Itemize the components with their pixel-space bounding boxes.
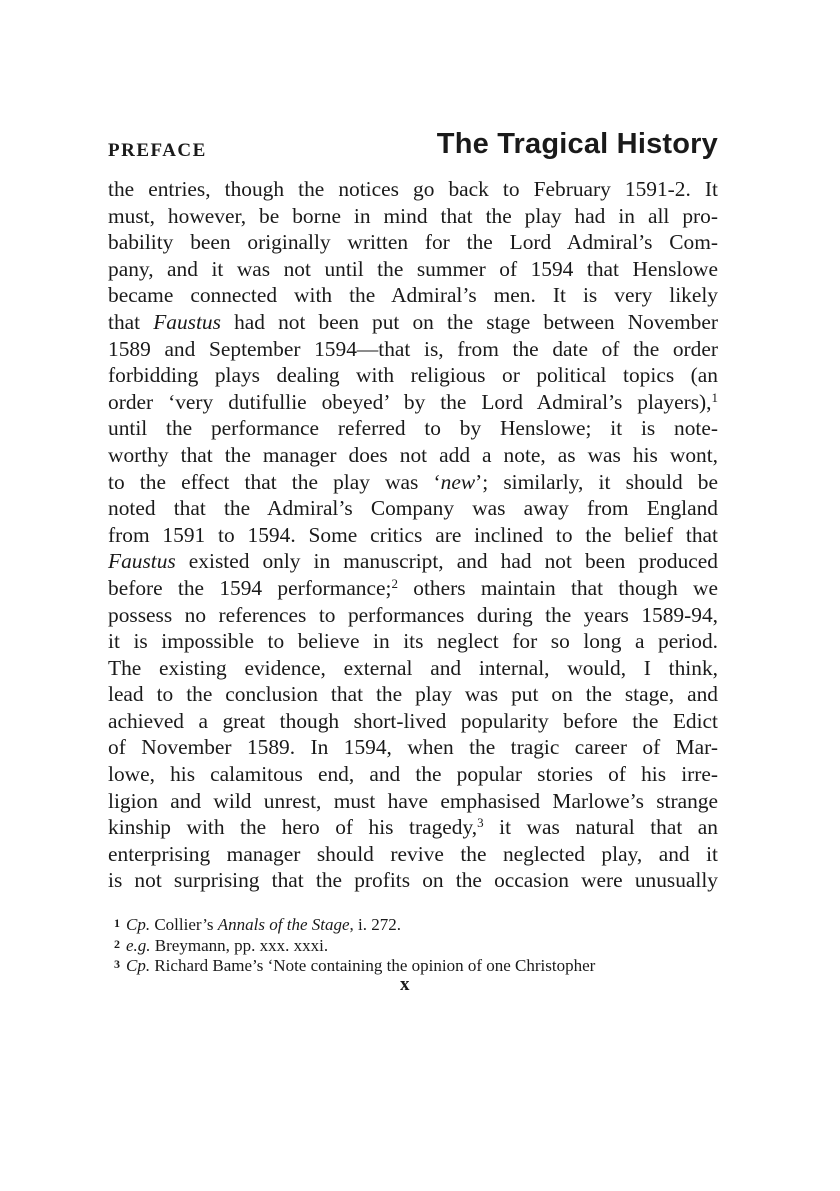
text-segment: lead to the conclusion that the play was put on the stage, and bbox=[108, 682, 718, 707]
text-segment: forbidding plays dealing with religious or political topics (an bbox=[108, 363, 718, 388]
text-segment: The existing evidence, external and internal, would, I think, bbox=[108, 655, 718, 680]
footnote-italic-text: e.g. bbox=[126, 935, 151, 955]
text-segment: the entries, though the notices go back to February 1591-2. It bbox=[108, 177, 718, 201]
text-line bbox=[108, 389, 718, 416]
text-line bbox=[108, 867, 718, 894]
footnote-number: 1 bbox=[114, 916, 120, 930]
text-segment: must, however, be borne in mind that the play had in all pro- bbox=[108, 203, 718, 228]
italic-text: new bbox=[440, 469, 476, 494]
footnote-italic-text: Cp. bbox=[126, 956, 151, 975]
text-line bbox=[108, 734, 718, 761]
footnote-reference: 2 bbox=[391, 575, 398, 591]
text-line bbox=[108, 522, 718, 549]
footnote bbox=[114, 934, 724, 955]
text-line bbox=[108, 602, 718, 629]
text-segment: existed only in manuscript, and had not been produced bbox=[175, 549, 718, 574]
text-segment: 1589 and September 1594—that is, from the date of the order bbox=[108, 336, 718, 361]
footnotes bbox=[114, 913, 724, 975]
text-segment: until the performance referred to by Henslowe; it is note- bbox=[108, 416, 718, 441]
text-segment: before the 1594 performance; bbox=[108, 575, 392, 600]
text-line bbox=[108, 415, 718, 442]
text-line bbox=[108, 282, 718, 309]
text-segment: possess no references to performances during the years 1589-94, bbox=[108, 602, 718, 627]
italic-text: Faustus bbox=[108, 549, 176, 574]
text-segment: it was natural that an bbox=[483, 815, 718, 840]
text-line bbox=[108, 841, 718, 868]
footnote bbox=[114, 913, 724, 934]
text-line bbox=[108, 309, 718, 336]
text-segment: became connected with the Admiral’s men. It is very likely bbox=[108, 283, 718, 308]
text-line bbox=[108, 681, 718, 708]
text-segment: to the effect that the play was ‘ bbox=[108, 469, 441, 494]
text-line bbox=[108, 761, 718, 788]
body-text bbox=[108, 176, 718, 894]
text-segment: that bbox=[108, 309, 154, 334]
text-segment: order ‘very dutifullie obeyed’ by the Lord Admiral’s players), bbox=[108, 389, 712, 414]
text-line bbox=[108, 628, 718, 655]
text-line bbox=[108, 655, 718, 682]
text-line bbox=[108, 442, 718, 469]
text-line bbox=[108, 229, 718, 256]
text-segment: kinship with the hero of his tragedy, bbox=[108, 815, 478, 840]
footnote-reference: 3 bbox=[477, 815, 484, 831]
footnote-number: 2 bbox=[114, 936, 120, 951]
running-header bbox=[108, 128, 718, 168]
text-line bbox=[108, 469, 718, 496]
text-segment: of November 1589. In 1594, when the tragic career of Mar- bbox=[108, 735, 718, 760]
footnote-text: Richard Bame’s ‘Note containing the opinion of one Christopher bbox=[150, 956, 596, 975]
text-segment: it is impossible to believe in its neglect for so long a period. bbox=[108, 629, 718, 654]
footnote-text: Breymann, pp. xxx. xxxi. bbox=[150, 935, 329, 955]
text-line bbox=[108, 575, 718, 602]
text-segment: pany, and it was not until the summer of 1594 that Henslowe bbox=[108, 256, 718, 281]
text-line bbox=[108, 256, 718, 283]
text-line bbox=[108, 708, 718, 735]
text-line bbox=[108, 336, 718, 363]
text-segment: enterprising manager should revive the neglected play, and it bbox=[108, 841, 718, 866]
text-segment: had not been put on the stage between November bbox=[220, 309, 718, 334]
text-segment: is not surprising that the profits on the occasion were unusually bbox=[108, 868, 718, 893]
footnote-italic-text: Cp. bbox=[126, 915, 151, 934]
running-head-left: PREFACE bbox=[108, 140, 207, 161]
text-segment: ligion and wild unrest, must have emphasised Marlowe’s strange bbox=[108, 788, 718, 813]
text-segment: noted that the Admiral’s Company was away from England bbox=[108, 496, 718, 521]
page-number: x bbox=[400, 974, 411, 995]
text-line bbox=[108, 362, 718, 389]
text-line bbox=[108, 176, 718, 203]
text-segment: ’; similarly, it should be bbox=[475, 469, 718, 494]
footnote-text: Collier’s bbox=[150, 915, 218, 934]
footnote-reference: 1 bbox=[711, 389, 718, 405]
italic-text: Faustus bbox=[153, 309, 221, 334]
text-segment: bability been originally written for the Lord Admiral’s Com- bbox=[108, 230, 718, 255]
footnote-italic-text: Annals of the Stage bbox=[217, 915, 350, 934]
text-segment: from 1591 to 1594. Some critics are inclined to the belief that bbox=[108, 522, 718, 547]
footnote-number: 3 bbox=[114, 957, 120, 971]
text-segment: achieved a great though short-lived popularity before the Edict bbox=[108, 708, 718, 733]
text-line bbox=[108, 203, 718, 230]
footnote bbox=[114, 954, 724, 975]
text-line bbox=[108, 814, 718, 841]
text-line bbox=[108, 788, 718, 815]
running-head-title: The Tragical History bbox=[436, 128, 718, 160]
text-segment: lowe, his calamitous end, and the popular stories of his irre- bbox=[108, 762, 718, 787]
text-line bbox=[108, 548, 718, 575]
text-segment: others maintain that though we bbox=[397, 575, 718, 600]
text-segment: worthy that the manager does not add a note, as was his wont, bbox=[108, 442, 718, 467]
footnote-text: , i. 272. bbox=[349, 915, 401, 934]
text-line bbox=[108, 495, 718, 522]
